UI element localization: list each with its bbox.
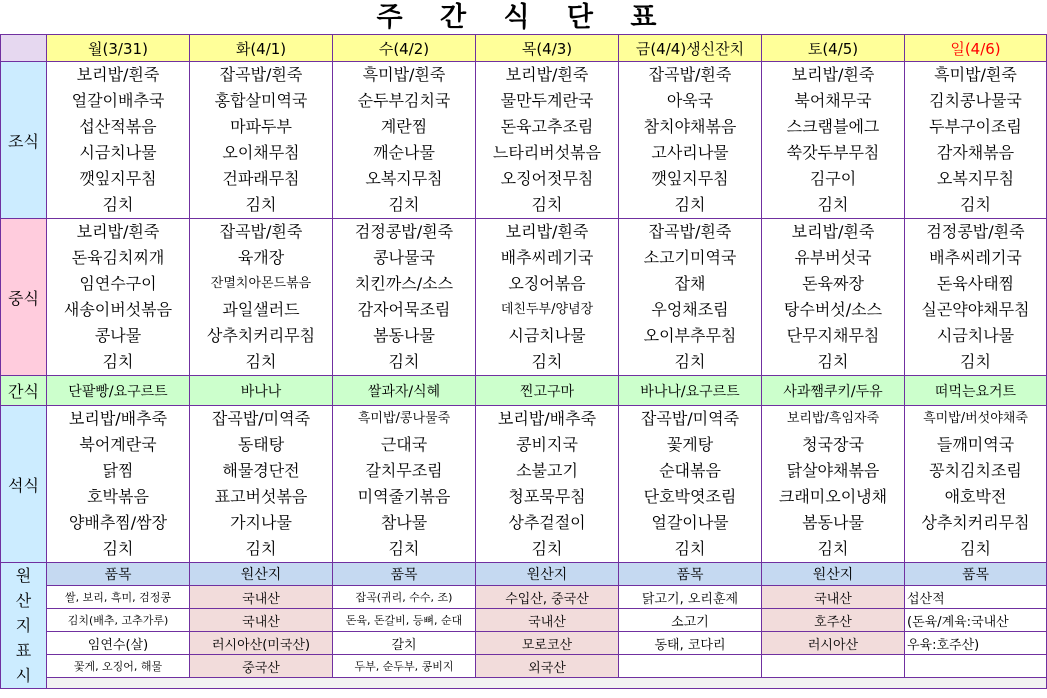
menu-item: 닭찜 bbox=[102, 461, 134, 480]
origin-item-cell: 갈치 bbox=[333, 632, 476, 655]
menu-item: 김치 bbox=[388, 539, 420, 558]
menu-item: 감자채볶음 bbox=[936, 143, 1015, 162]
menu-item: 김치 bbox=[960, 539, 991, 558]
menu-item: 오징어젓무침 bbox=[500, 169, 594, 188]
origin-header-cell: 품목 bbox=[47, 563, 190, 586]
menu-item: 보리밥/배추죽 bbox=[68, 409, 168, 428]
origin-header-cell: 원산지 bbox=[476, 563, 619, 586]
menu-item: 단무지채무침 bbox=[786, 326, 880, 345]
lunch-menu-cell bbox=[619, 219, 762, 376]
menu-item: 김치 bbox=[960, 195, 991, 214]
menu-item: 보리밥/배추죽 bbox=[497, 409, 597, 428]
menu-item: 애호박전 bbox=[944, 487, 1007, 506]
menu-item: 시금치나물 bbox=[936, 326, 1015, 345]
day-header-row bbox=[1, 35, 1047, 62]
menu-item: 잡곡밥/미역죽 bbox=[640, 409, 740, 428]
menu-item: 보리밥/흑임자죽 bbox=[786, 411, 880, 426]
menu-item: 순대볶음 bbox=[659, 461, 721, 480]
menu-item: 잡곡밥/흰죽 bbox=[648, 222, 732, 241]
menu-item: 얼갈이나물 bbox=[651, 513, 729, 532]
origin-item-cell: 닭고기, 오리훈제 bbox=[619, 586, 762, 609]
menu-item: 소고기미역국 bbox=[643, 248, 737, 267]
origin-label bbox=[1, 563, 47, 689]
dinner-menu-cell bbox=[333, 406, 476, 563]
menu-item: 돈육고추조림 bbox=[500, 117, 594, 136]
origin-header-cell: 원산지 bbox=[190, 563, 333, 586]
menu-item: 감자어묵조림 bbox=[357, 300, 451, 319]
snack-cell: 찐고구마 bbox=[476, 376, 619, 406]
lunch-row bbox=[1, 219, 1047, 376]
snack-label: 간식 bbox=[1, 376, 47, 406]
menu-item: 김치 bbox=[531, 195, 563, 214]
menu-item: 잡곡밥/흰죽 bbox=[648, 65, 732, 84]
dinner-menu-cell bbox=[190, 406, 333, 563]
menu-item: 김치 bbox=[531, 539, 563, 558]
day-header: 월(3/31) bbox=[47, 35, 190, 62]
menu-item: 갈치무조림 bbox=[365, 461, 443, 480]
menu-item: 배추씨레기국 bbox=[929, 248, 1022, 267]
menu-item: 들깨미역국 bbox=[936, 435, 1015, 454]
menu-item: 단호박엿조림 bbox=[643, 487, 737, 506]
day-header-sunday: 일(4/6) bbox=[905, 35, 1047, 62]
origin-item-cell bbox=[619, 655, 762, 678]
menu-item: 돈육사태찜 bbox=[936, 274, 1015, 293]
menu-item: 잡채 bbox=[674, 274, 706, 293]
origin-item-cell bbox=[905, 655, 1047, 678]
breakfast-menu-cell bbox=[190, 62, 333, 219]
menu-item: 보리밥/흰죽 bbox=[76, 222, 160, 241]
menu-item: 쑥갓두부무침 bbox=[786, 143, 880, 162]
origin-country-cell bbox=[762, 655, 905, 678]
menu-item: 상추치커리무침 bbox=[206, 326, 316, 345]
menu-item: 미역줄기볶음 bbox=[357, 487, 451, 506]
menu-item: 가지나물 bbox=[230, 513, 292, 532]
menu-item: 물만두계란국 bbox=[500, 91, 594, 110]
menu-item: 육개장 bbox=[237, 248, 285, 267]
menu-item: 얼갈이배추국 bbox=[71, 91, 165, 110]
menu-item: 동태탕 bbox=[237, 435, 285, 454]
origin-row bbox=[1, 655, 1047, 678]
origin-header-cell: 품목 bbox=[619, 563, 762, 586]
footer-row bbox=[1, 678, 1047, 689]
dinner-menu-cell bbox=[762, 406, 905, 563]
origin-country-cell: 국내산 bbox=[762, 586, 905, 609]
lunch-menu-cell bbox=[476, 219, 619, 376]
menu-item: 참나물 bbox=[380, 513, 428, 532]
menu-item: 해물경단전 bbox=[222, 461, 300, 480]
menu-item: 잡곡밥/흰죽 bbox=[219, 222, 303, 241]
origin-country-cell: 국내산 bbox=[476, 609, 619, 632]
menu-item: 김치 bbox=[245, 539, 277, 558]
menu-item: 김치 bbox=[388, 195, 420, 214]
menu-item: 김치 bbox=[245, 195, 277, 214]
menu-item: 오이채무침 bbox=[222, 143, 300, 162]
menu-item: 검정콩밥/흰죽 bbox=[354, 222, 454, 241]
menu-item: 김치 bbox=[674, 195, 706, 214]
menu-item: 과일샐러드 bbox=[222, 300, 300, 319]
origin-item-cell: 우육:호주산) bbox=[905, 632, 1047, 655]
breakfast-menu-cell bbox=[905, 62, 1047, 219]
menu-item: 크래미오이냉채 bbox=[778, 487, 888, 506]
menu-item: 김치 bbox=[102, 352, 134, 371]
origin-item-cell: 동태, 코다리 bbox=[619, 632, 762, 655]
origin-label-text: 원 산 지 표 시 bbox=[15, 566, 32, 685]
snack-cell: 바나나 bbox=[190, 376, 333, 406]
menu-item: 오징어볶음 bbox=[508, 274, 586, 293]
menu-item: 꽁치김치조림 bbox=[929, 461, 1022, 480]
origin-country-cell: 러시아산 bbox=[762, 632, 905, 655]
menu-item: 오복지무침 bbox=[365, 169, 443, 188]
menu-item: 검정콩밥/흰죽 bbox=[926, 222, 1025, 241]
menu-item: 잔멸치아몬드볶음 bbox=[210, 276, 312, 291]
origin-country-cell: 모로코산 bbox=[476, 632, 619, 655]
origin-row bbox=[1, 609, 1047, 632]
origin-country-cell: 국내산 bbox=[190, 609, 333, 632]
menu-item: 참치야채볶음 bbox=[643, 117, 737, 136]
dinner-menu-cell bbox=[476, 406, 619, 563]
origin-country-cell: 수입산, 중국산 bbox=[476, 586, 619, 609]
dinner-menu-cell bbox=[905, 406, 1047, 563]
menu-item: 상추치커리무침 bbox=[921, 513, 1030, 532]
lunch-menu-cell bbox=[333, 219, 476, 376]
lunch-label: 중식 bbox=[1, 219, 47, 376]
origin-row bbox=[1, 632, 1047, 655]
menu-item: 홍합살미역국 bbox=[214, 91, 308, 110]
snack-cell: 쌀과자/식혜 bbox=[333, 376, 476, 406]
menu-item: 데친두부/양념장 bbox=[500, 302, 594, 317]
origin-item-cell: 두부, 순두부, 콩비지 bbox=[333, 655, 476, 678]
origin-country-cell: 외국산 bbox=[476, 655, 619, 678]
origin-header-row bbox=[1, 563, 1047, 586]
lunch-menu-cell bbox=[905, 219, 1047, 376]
menu-item: 김치 bbox=[531, 352, 563, 371]
menu-item: 순두부김치국 bbox=[357, 91, 451, 110]
menu-item: 깻잎지무침 bbox=[79, 169, 157, 188]
snack-cell: 사과쨈쿠키/두유 bbox=[762, 376, 905, 406]
menu-item: 청국장국 bbox=[802, 435, 864, 454]
menu-item: 탕수버섯/소스 bbox=[783, 300, 883, 319]
menu-item: 봄동나물 bbox=[802, 513, 864, 532]
origin-item-cell: 쌀, 보리, 흑미, 검정콩 bbox=[47, 586, 190, 609]
origin-item-cell: 소고기 bbox=[619, 609, 762, 632]
menu-item: 김치 bbox=[817, 352, 849, 371]
menu-item: 깻잎지무침 bbox=[651, 169, 729, 188]
menu-item: 김치 bbox=[102, 195, 134, 214]
menu-item: 배추씨레기국 bbox=[500, 248, 594, 267]
menu-item: 시금치나물 bbox=[508, 326, 586, 345]
menu-item: 느타리버섯볶음 bbox=[492, 143, 602, 162]
origin-item-cell: 김치(배추, 고추가루) bbox=[47, 609, 190, 632]
origin-item-cell: 섭산적 bbox=[905, 586, 1047, 609]
menu-item: 소불고기 bbox=[516, 461, 578, 480]
lunch-menu-cell bbox=[47, 219, 190, 376]
breakfast-menu-cell bbox=[619, 62, 762, 219]
menu-item: 김치 bbox=[674, 352, 706, 371]
menu-item: 꽃게탕 bbox=[666, 435, 714, 454]
snack-row bbox=[1, 376, 1047, 406]
origin-item-cell: 돈육, 돈갈비, 등뼈, 순대 bbox=[333, 609, 476, 632]
footer-fill bbox=[47, 678, 1047, 689]
menu-item: 유부버섯국 bbox=[794, 248, 872, 267]
menu-table bbox=[0, 34, 1047, 689]
menu-item: 스크램블에그 bbox=[786, 117, 880, 136]
menu-item: 청포묵무침 bbox=[508, 487, 586, 506]
dinner-menu-cell bbox=[47, 406, 190, 563]
origin-header-cell: 품목 bbox=[333, 563, 476, 586]
menu-item: 김구이 bbox=[809, 169, 857, 188]
menu-item: 콩나물 bbox=[94, 326, 142, 345]
menu-item: 잡곡밥/흰죽 bbox=[219, 65, 303, 84]
menu-item: 콩나물국 bbox=[373, 248, 435, 267]
menu-item: 흑미밥/콩나물죽 bbox=[357, 411, 451, 426]
menu-item: 보리밥/흰죽 bbox=[505, 65, 589, 84]
menu-item: 김치 bbox=[960, 352, 991, 371]
page-title: 주 간 식 단 표 bbox=[376, 2, 671, 33]
menu-item: 고사리나물 bbox=[651, 143, 729, 162]
day-header: 목(4/3) bbox=[476, 35, 619, 62]
breakfast-row bbox=[1, 62, 1047, 219]
origin-country-cell: 중국산 bbox=[190, 655, 333, 678]
breakfast-label: 조식 bbox=[1, 62, 47, 219]
dinner-label: 석식 bbox=[1, 406, 47, 563]
breakfast-menu-cell bbox=[476, 62, 619, 219]
origin-item-cell: 임연수(살) bbox=[47, 632, 190, 655]
menu-item: 김치 bbox=[817, 539, 849, 558]
menu-item: 섭산적볶음 bbox=[79, 117, 157, 136]
menu-item: 흑미밥/흰죽 bbox=[934, 65, 1017, 84]
menu-item: 마파두부 bbox=[230, 117, 292, 136]
menu-item: 보리밥/흰죽 bbox=[505, 222, 589, 241]
menu-item: 봄동나물 bbox=[373, 326, 435, 345]
menu-item: 계란찜 bbox=[380, 117, 428, 136]
breakfast-menu-cell bbox=[333, 62, 476, 219]
menu-item: 실곤약야채무침 bbox=[921, 300, 1030, 319]
menu-item: 김치 bbox=[245, 352, 277, 371]
day-header: 화(4/1) bbox=[190, 35, 333, 62]
menu-item: 돈육김치찌개 bbox=[71, 248, 165, 267]
origin-row bbox=[1, 586, 1047, 609]
menu-item: 보리밥/흰죽 bbox=[791, 65, 875, 84]
menu-item: 콩비지국 bbox=[516, 435, 578, 454]
menu-item: 보리밥/흰죽 bbox=[76, 65, 160, 84]
menu-item: 보리밥/흰죽 bbox=[791, 222, 875, 241]
snack-cell: 단팥빵/요구르트 bbox=[47, 376, 190, 406]
origin-country-cell: 호주산 bbox=[762, 609, 905, 632]
lunch-menu-cell bbox=[762, 219, 905, 376]
lunch-menu-cell bbox=[190, 219, 333, 376]
menu-item: 임연수구이 bbox=[79, 274, 157, 293]
menu-item: 표고버섯볶음 bbox=[214, 487, 308, 506]
menu-item: 닭살야채볶음 bbox=[786, 461, 880, 480]
menu-item: 양배추찜/쌈장 bbox=[68, 513, 168, 532]
menu-item: 흑미밥/흰죽 bbox=[362, 65, 446, 84]
menu-item: 오이부추무침 bbox=[643, 326, 737, 345]
menu-item: 건파래무침 bbox=[222, 169, 300, 188]
snack-cell: 떠먹는요거트 bbox=[905, 376, 1047, 406]
snack-cell: 바나나/요구르트 bbox=[619, 376, 762, 406]
menu-item: 돈육짜장 bbox=[802, 274, 864, 293]
dinner-row bbox=[1, 406, 1047, 563]
menu-item: 호박볶음 bbox=[87, 487, 149, 506]
menu-item: 김치 bbox=[674, 539, 706, 558]
menu-item: 시금치나물 bbox=[79, 143, 157, 162]
origin-header-cell: 품목 bbox=[905, 563, 1047, 586]
menu-item: 근대국 bbox=[380, 435, 428, 454]
menu-item: 김치 bbox=[817, 195, 849, 214]
dinner-menu-cell bbox=[619, 406, 762, 563]
menu-item: 김치 bbox=[102, 539, 134, 558]
menu-item: 두부구이조림 bbox=[929, 117, 1022, 136]
menu-item: 북어채무국 bbox=[794, 91, 872, 110]
menu-item: 깨순나물 bbox=[373, 143, 435, 162]
menu-item: 김치콩나물국 bbox=[929, 91, 1022, 110]
menu-item: 아욱국 bbox=[666, 91, 714, 110]
origin-item-cell: 꽃게, 오징어, 해물 bbox=[47, 655, 190, 678]
origin-item-cell: 잡곡(귀리, 수수, 조) bbox=[333, 586, 476, 609]
origin-country-cell: 러시아산(미국산) bbox=[190, 632, 333, 655]
menu-item: 오복지무침 bbox=[936, 169, 1015, 188]
menu-item: 잡곡밥/미역죽 bbox=[211, 409, 311, 428]
day-header: 토(4/5) bbox=[762, 35, 905, 62]
menu-item: 상추겉절이 bbox=[508, 513, 586, 532]
breakfast-menu-cell bbox=[47, 62, 190, 219]
day-header: 수(4/2) bbox=[333, 35, 476, 62]
breakfast-menu-cell bbox=[762, 62, 905, 219]
menu-item: 북어계란국 bbox=[79, 435, 157, 454]
origin-country-cell: 국내산 bbox=[190, 586, 333, 609]
origin-header-cell: 원산지 bbox=[762, 563, 905, 586]
menu-item: 우엉채조림 bbox=[651, 300, 729, 319]
menu-item: 새송이버섯볶음 bbox=[63, 300, 173, 319]
day-header: 금(4/4)생신잔치 bbox=[619, 35, 762, 62]
menu-item: 김치 bbox=[388, 352, 420, 371]
menu-item: 흑미밥/버섯야채죽 bbox=[923, 411, 1028, 426]
menu-item: 치킨까스/소스 bbox=[354, 274, 454, 293]
corner-cell bbox=[1, 35, 47, 62]
origin-item-cell: (돈육/계육:국내산 bbox=[905, 609, 1047, 632]
